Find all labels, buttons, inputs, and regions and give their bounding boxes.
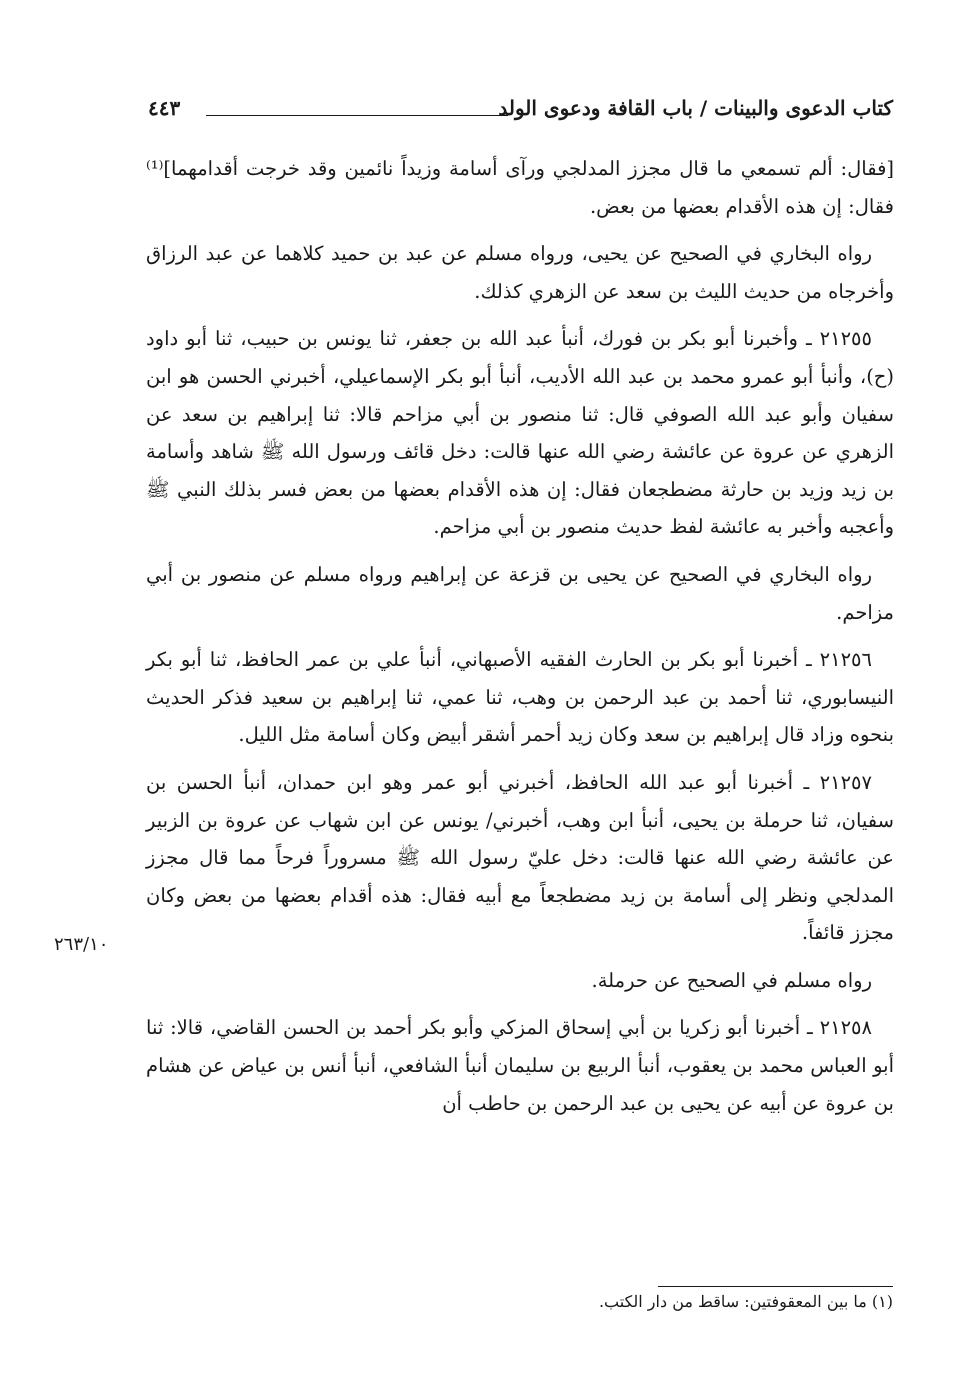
paragraph-4: رواه البخاري في الصحيح عن يحيى بن قزعة عن إبراهيم ورواه مسلم عن منصور بن أبي مزاحم. xyxy=(146,562,894,624)
margin-reference: ٢٦٣/١٠ xyxy=(54,934,109,955)
page-number: ٤٤٣ xyxy=(148,96,181,120)
paragraph-2: رواه البخاري في الصحيح عن يحيى، ورواه مسلم عن عبد بن حميد كلاهما عن عبد الرزاق وأخرجاه من حديث الليث بن سعد عن الزهري كذلك. xyxy=(146,242,894,303)
paragraph-1: [فقال: ألم تسمعي ما قال مجزز المدلجي ورآى أسامة وزيداً نائمين وقد خرجت أقدامهما]⁽¹⁾ فقال: إن هذه الأقدام بعضها من بعض. xyxy=(146,157,894,218)
running-title: كتاب الدعوى والبينات / باب القافة ودعوى الولد xyxy=(498,96,893,120)
paragraph-3: ٢١٢٥٥ ـ وأخبرنا أبو بكر بن فورك، أنبأ عبد الله بن جعفر، ثنا يونس بن حبيب، ثنا أبو داود (ح)، وأنبأ أبو عمرو محمد بن عبد الله الأديب، أنبأ أبو بكر الإسماعيلي، أخبرني الحسن هو ابن سفيان وأبو عبد الله الصوفي قال: ثنا منصور بن أبي مزاحم قالا: ثنا إبراهيم بن سعد عن الزهري عن عروة عن عائشة رضي الله عنها قالت: دخل قائف ورسول الله ﷺ شاهد وأسامة بن زيد وزيد بن حارثة مضطجعان فقال: إن هذه الأقدام بعضها من بعض فسر بذلك النبي ﷺ وأعجبه وأخبر به عائشة لفظ حديث منصور بن أبي مزاحم. xyxy=(146,327,894,539)
paragraph-6: ٢١٢٥٧ ـ أخبرنا أبو عبد الله الحافظ، أخبرني أبو عمر وهو ابن حمدان، أنبأ الحسن بن سفيان، ثنا حرملة بن يحيى، أنبأ ابن وهب، أخبرني/ يونس عن ابن شهاب عن عروة بن الزبير عن عائشة رضي الله عنها قالت: دخل عليّ رسول الله ﷺ مسروراً فرحاً مما قال مجزز المدلجي ونظر إلى أسامة بن زيد مضطجعاً مع أبيه فقال: هذه أقدام بعضها من بعض وكان مجزز قائفاً. xyxy=(146,770,894,945)
footnote-rule xyxy=(658,1286,893,1287)
footnote: (١) ما بين المعقوفتين: ساقط من دار الكتب. xyxy=(598,1292,893,1311)
paragraph-7: رواه مسلم في الصحيح عن حرملة. xyxy=(591,968,872,992)
running-header xyxy=(148,92,893,132)
main-text xyxy=(146,150,894,1132)
header-rule xyxy=(206,115,508,116)
paragraph-5: ٢١٢٥٦ ـ أخبرنا أبو بكر بن الحارث الفقيه الأصبهاني، أنبأ علي بن عمر الحافظ، ثنا أبو بكر النيسابوري، ثنا أحمد بن عبد الرحمن بن وهب، ثنا عمي، ثنا إبراهيم بن سعيد فذكر الحديث بنحوه وزاد قال إبراهيم بن سعد وكان زيد أحمر أشقر أبيض وكان أسامة مثل الليل. xyxy=(146,648,894,747)
paragraph-8: ٢١٢٥٨ ـ أخبرنا أبو زكريا بن أبي إسحاق المزكي وأبو بكر أحمد بن الحسن القاضي، قالا: ثنا أبو العباس محمد بن يعقوب، أنبأ الربيع بن سليمان أنبأ الشافعي، أنبأ أنس بن عياض عن هشام بن عروة عن أبيه عن يحيى بن عبد الرحمن بن حاطب أن xyxy=(146,1016,894,1115)
